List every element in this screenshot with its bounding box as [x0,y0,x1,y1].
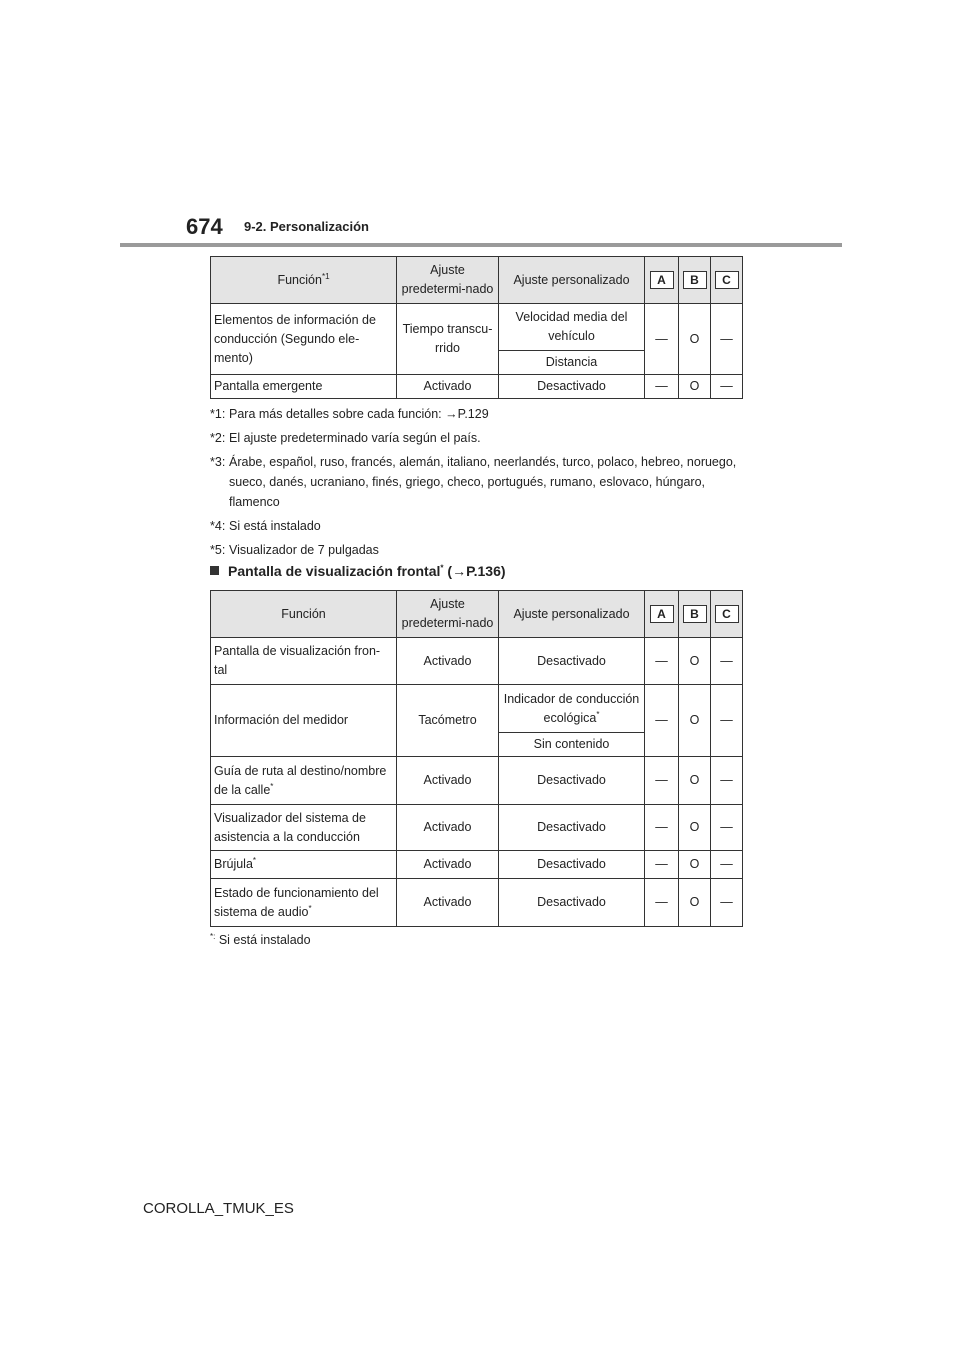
cell-custom: Desactivado [499,375,645,399]
subsection-heading: Pantalla de visualización frontal* (→P.136) [210,563,506,579]
cell-custom: Desactivado [499,851,645,879]
cell-funcion: Información del medidor [211,685,397,757]
table-row [211,685,743,733]
cell-c: — [711,304,743,375]
table-row [211,304,743,351]
cell-a: — [645,638,679,685]
header-a: A [645,591,679,638]
header-c: C [711,257,743,304]
cell-c: — [711,375,743,399]
cell-funcion: Estado de funcionamiento del sistema de audio* [211,879,397,927]
cell-c: — [711,638,743,685]
cell-a: — [645,851,679,879]
footnote-installed: *: Si está instalado [210,931,311,947]
cell-custom: Desactivado [499,805,645,851]
header-a: A [645,257,679,304]
table-row [211,805,743,851]
cell-b: O [679,304,711,375]
cell-custom: Distancia [499,351,645,375]
bullet-square-icon [210,566,219,575]
cell-b: O [679,757,711,805]
section-title: 9-2. Personalización [244,219,369,234]
cell-c: — [711,805,743,851]
cell-default: Tacómetro [397,685,499,757]
page-number: 674 [186,214,223,239]
header-default: Ajuste predetermi-nado [397,257,499,304]
table-row [211,879,743,927]
cell-a: — [645,375,679,399]
header-divider [120,243,842,247]
cell-b: O [679,879,711,927]
header-funcion: Función$^{*1}$ [211,257,397,304]
cell-a: — [645,757,679,805]
table-row [211,638,743,685]
cell-a: — [645,304,679,375]
header-b: B [679,257,711,304]
cell-b: O [679,638,711,685]
cell-c: — [711,757,743,805]
settings-table-2 [210,590,743,927]
cell-default: Activado [397,638,499,685]
table-header-row [211,591,743,638]
cell-b: O [679,851,711,879]
cell-funcion: Brújula* [211,851,397,879]
settings-table-1 [210,256,743,399]
header-c: C [711,591,743,638]
cell-funcion: Guía de ruta al destino/nombre de la calle* [211,757,397,805]
cell-a: — [645,805,679,851]
footnote: *3: Árabe, español, ruso, francés, alemán, italiano, neerlandés, turco, polaco, hebreo, noruego, sueco, danés, ucraniano, finés, griego, checo, portugués, rumano, eslovaco, húngaro, flamenco [210,455,737,509]
cell-default: Activado [397,757,499,805]
cell-c: — [711,685,743,757]
cell-a: — [645,879,679,927]
cell-b: O [679,685,711,757]
table-row [211,375,743,399]
cell-default: Activado [397,805,499,851]
table-row [211,851,743,879]
header-b: B [679,591,711,638]
footnote: *5: Visualizador de 7 pulgadas [210,543,379,557]
cell-default: Activado [397,375,499,399]
cell-funcion: Visualizador del sistema de asistencia a la conducción [211,805,397,851]
cell-custom: Sin contenido [499,733,645,757]
header-custom: Ajuste personalizado [499,591,645,638]
cell-b: O [679,805,711,851]
cell-custom: Indicador de conducción ecológica* [499,685,645,733]
footnotes [210,404,750,564]
cell-custom: Desactivado [499,638,645,685]
header-funcion: Función [211,591,397,638]
footnote: *2: El ajuste predeterminado varía según el país. [210,431,481,445]
document-code: COROLLA_TMUK_ES [143,1200,294,1217]
cell-default: Activado [397,851,499,879]
cell-c: — [711,851,743,879]
cell-b: O [679,375,711,399]
cell-funcion: Pantalla emergente [211,375,397,399]
cell-a: — [645,685,679,757]
cell-custom: Velocidad media del vehículo [499,304,645,351]
cell-custom: Desactivado [499,879,645,927]
cell-default: Tiempo transcu-rrido [397,304,499,375]
cell-funcion: Pantalla de visualización fron-tal [211,638,397,685]
header-default: Ajuste predetermi-nado [397,591,499,638]
footnote: *4: Si está instalado [210,519,321,533]
table-header-row [211,257,743,304]
footnote: *1: Para más detalles sobre cada función: →P.129 [210,407,489,421]
header-custom: Ajuste personalizado [499,257,645,304]
cell-default: Activado [397,879,499,927]
cell-custom: Desactivado [499,757,645,805]
cell-funcion: Elementos de información de conducción (Segundo ele-mento) [211,304,397,375]
cell-c: — [711,879,743,927]
table-row [211,757,743,805]
